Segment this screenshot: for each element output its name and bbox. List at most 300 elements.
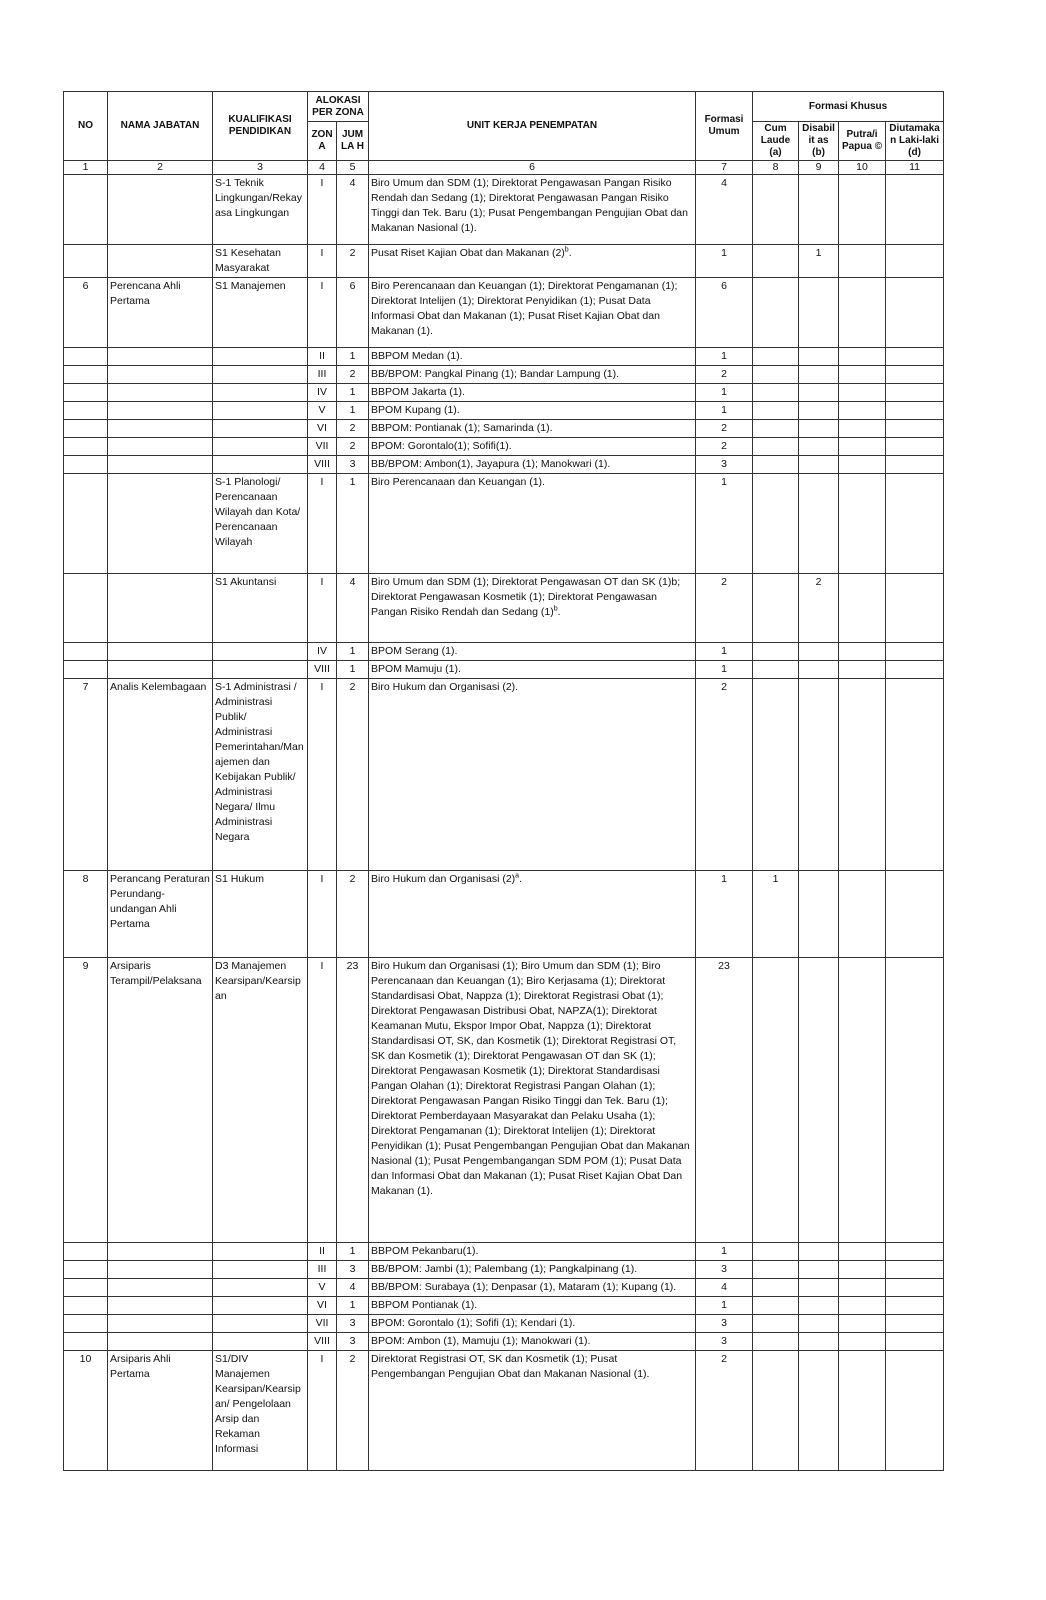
unit-kerja-cell bbox=[369, 474, 696, 574]
formasi-putra-papua-cell bbox=[839, 175, 886, 245]
kualifikasi-pendidikan-cell: S1 Akuntansi bbox=[213, 574, 308, 643]
formasi-umum-cell: 2 bbox=[696, 679, 753, 871]
formasi-umum-cell: 1 bbox=[696, 643, 753, 661]
row-number-cell bbox=[64, 1297, 108, 1315]
formasi-laki-laki-cell bbox=[886, 679, 944, 871]
zona-cell: VI bbox=[308, 1297, 337, 1315]
column-number-row bbox=[64, 161, 944, 175]
footnote-mark: b bbox=[564, 246, 569, 254]
table-row bbox=[64, 1297, 944, 1315]
row-number-cell: 6 bbox=[64, 278, 108, 348]
zona-cell: I bbox=[308, 175, 337, 245]
table-row bbox=[64, 1333, 944, 1351]
formasi-cum-laude-cell bbox=[753, 348, 799, 366]
unit-kerja-cell bbox=[369, 402, 696, 420]
nama-jabatan-cell bbox=[108, 366, 213, 384]
table-row bbox=[64, 574, 944, 643]
column-number: 9 bbox=[799, 161, 839, 175]
unit-kerja-text: Biro Hukum dan Organisasi (2). bbox=[371, 681, 519, 693]
formasi-putra-papua-cell bbox=[839, 278, 886, 348]
formasi-umum-cell: 23 bbox=[696, 958, 753, 1243]
formasi-umum-cell: 1 bbox=[696, 1243, 753, 1261]
nama-jabatan-cell bbox=[108, 1333, 213, 1351]
zona-cell: VIII bbox=[308, 1333, 337, 1351]
column-number: 4 bbox=[308, 161, 337, 175]
zona-cell: I bbox=[308, 679, 337, 871]
table-row bbox=[64, 1279, 944, 1297]
nama-jabatan-cell bbox=[108, 661, 213, 679]
formasi-cum-laude-cell bbox=[753, 456, 799, 474]
jumlah-cell: 1 bbox=[337, 661, 369, 679]
formasi-disabilitas-cell bbox=[799, 958, 839, 1243]
jumlah-cell: 23 bbox=[337, 958, 369, 1243]
formasi-cum-laude-cell bbox=[753, 366, 799, 384]
kualifikasi-pendidikan-cell bbox=[213, 456, 308, 474]
unit-kerja-tail: . bbox=[568, 247, 572, 259]
nama-jabatan-cell bbox=[108, 456, 213, 474]
row-number-cell bbox=[64, 1261, 108, 1279]
formasi-cum-laude-cell bbox=[753, 175, 799, 245]
zona-cell: VI bbox=[308, 420, 337, 438]
formasi-laki-laki-cell bbox=[886, 1315, 944, 1333]
kualifikasi-pendidikan-cell: S1 Kesehatan Masyarakat bbox=[213, 245, 308, 278]
unit-kerja-text: BB/BPOM: Ambon(1), Jayapura (1); Manokwari (1). bbox=[371, 458, 611, 470]
header-alokasi: ALOKASI PER ZONA bbox=[308, 92, 369, 122]
formasi-disabilitas-cell bbox=[799, 1261, 839, 1279]
formasi-putra-papua-cell bbox=[839, 438, 886, 456]
formasi-umum-cell: 1 bbox=[696, 474, 753, 574]
header-disabilitas: Disabilit as (b) bbox=[799, 122, 839, 161]
zona-cell: I bbox=[308, 1351, 337, 1471]
formasi-disabilitas-cell bbox=[799, 474, 839, 574]
formasi-cum-laude-cell bbox=[753, 1351, 799, 1471]
formasi-cum-laude-cell bbox=[753, 1279, 799, 1297]
kualifikasi-pendidikan-cell bbox=[213, 1243, 308, 1261]
column-number: 2 bbox=[108, 161, 213, 175]
header-nama-jabatan: NAMA JABATAN bbox=[108, 92, 213, 161]
formasi-cum-laude-cell bbox=[753, 1315, 799, 1333]
table-row bbox=[64, 456, 944, 474]
formasi-cum-laude-cell bbox=[753, 1333, 799, 1351]
formasi-umum-cell: 1 bbox=[696, 1297, 753, 1315]
nama-jabatan-cell bbox=[108, 438, 213, 456]
formasi-laki-laki-cell bbox=[886, 278, 944, 348]
formasi-putra-papua-cell bbox=[839, 366, 886, 384]
kualifikasi-pendidikan-cell bbox=[213, 348, 308, 366]
formasi-putra-papua-cell bbox=[839, 1261, 886, 1279]
unit-kerja-cell bbox=[369, 1243, 696, 1261]
unit-kerja-text: Biro Hukum dan Organisasi (2) bbox=[371, 873, 516, 885]
formasi-umum-cell: 1 bbox=[696, 245, 753, 278]
formasi-putra-papua-cell bbox=[839, 574, 886, 643]
nama-jabatan-cell bbox=[108, 348, 213, 366]
formasi-putra-papua-cell bbox=[839, 245, 886, 278]
nama-jabatan-cell: Perencana Ahli Pertama bbox=[108, 278, 213, 348]
header-jumlah: JUMLA H bbox=[337, 122, 369, 161]
formasi-disabilitas-cell bbox=[799, 384, 839, 402]
formasi-umum-cell: 6 bbox=[696, 278, 753, 348]
formasi-laki-laki-cell bbox=[886, 871, 944, 958]
formasi-cum-laude-cell bbox=[753, 643, 799, 661]
unit-kerja-cell bbox=[369, 661, 696, 679]
header-formasi-khusus: Formasi Khusus bbox=[753, 92, 944, 122]
jumlah-cell: 3 bbox=[337, 1333, 369, 1351]
formasi-disabilitas-cell bbox=[799, 661, 839, 679]
formasi-umum-cell: 3 bbox=[696, 1261, 753, 1279]
zona-cell: VIII bbox=[308, 661, 337, 679]
column-number: 3 bbox=[213, 161, 308, 175]
formasi-laki-laki-cell bbox=[886, 1243, 944, 1261]
unit-kerja-cell bbox=[369, 278, 696, 348]
unit-kerja-text: Biro Perencanaan dan Keuangan (1); Direktorat Pengamanan (1); Direktorat Intelijen (1); Direktorat Penyidikan (1); Pusat Data Informasi Obat dan Makanan (1); Pusat Riset Kajian Obat dan Makanan (1). bbox=[371, 280, 678, 337]
unit-kerja-text: Biro Umum dan SDM (1); Direktorat Pengawasan OT dan SK (1)b; Direktorat Pengawasan Kosmetik (1); Direktorat Pengawasan Pangan Risiko Rendah dan Sedang (1) bbox=[371, 576, 681, 618]
row-number-cell: 10 bbox=[64, 1351, 108, 1471]
unit-kerja-cell bbox=[369, 574, 696, 643]
unit-kerja-text: Biro Umum dan SDM (1); Direktorat Pengawasan Pangan Risiko Rendah dan Sedang (1); Direktorat Pengawasan Pangan Risiko Tinggi dan Tek. Baru (1); Pusat Pengembangan Pengujian Obat dan Makanan Nasional (1). bbox=[371, 177, 688, 234]
formasi-putra-papua-cell bbox=[839, 871, 886, 958]
formasi-laki-laki-cell bbox=[886, 1333, 944, 1351]
nama-jabatan-cell: Perancang Peraturan Perundang-undangan Ahli Pertama bbox=[108, 871, 213, 958]
kualifikasi-pendidikan-cell bbox=[213, 1261, 308, 1279]
kualifikasi-pendidikan-cell bbox=[213, 384, 308, 402]
header-unit-kerja: UNIT KERJA PENEMPATAN bbox=[369, 92, 696, 161]
formation-table bbox=[63, 91, 944, 1471]
header-putra-papua: Putra/i Papua © bbox=[839, 122, 886, 161]
row-number-cell: 9 bbox=[64, 958, 108, 1243]
formasi-laki-laki-cell bbox=[886, 643, 944, 661]
row-number-cell bbox=[64, 175, 108, 245]
unit-kerja-text: Direktorat Registrasi OT, SK dan Kosmetik (1); Pusat Pengembangan Pengujian Obat dan Makanan Nasional (1). bbox=[371, 1353, 650, 1380]
formasi-cum-laude-cell bbox=[753, 1297, 799, 1315]
jumlah-cell: 2 bbox=[337, 871, 369, 958]
row-number-cell: 7 bbox=[64, 679, 108, 871]
column-number: 5 bbox=[337, 161, 369, 175]
row-number-cell: 8 bbox=[64, 871, 108, 958]
row-number-cell bbox=[64, 643, 108, 661]
unit-kerja-cell bbox=[369, 384, 696, 402]
row-number-cell bbox=[64, 1333, 108, 1351]
unit-kerja-cell bbox=[369, 1279, 696, 1297]
row-number-cell bbox=[64, 1279, 108, 1297]
formasi-putra-papua-cell bbox=[839, 420, 886, 438]
nama-jabatan-cell bbox=[108, 1243, 213, 1261]
formasi-disabilitas-cell bbox=[799, 348, 839, 366]
formasi-cum-laude-cell bbox=[753, 245, 799, 278]
jumlah-cell: 3 bbox=[337, 1315, 369, 1333]
nama-jabatan-cell bbox=[108, 643, 213, 661]
unit-kerja-text: BBPOM Medan (1). bbox=[371, 350, 463, 362]
row-number-cell bbox=[64, 1243, 108, 1261]
footnote-mark: a bbox=[515, 872, 520, 880]
formasi-disabilitas-cell bbox=[799, 456, 839, 474]
formasi-umum-cell: 3 bbox=[696, 1315, 753, 1333]
zona-cell: I bbox=[308, 278, 337, 348]
formasi-umum-cell: 1 bbox=[696, 384, 753, 402]
unit-kerja-text: BB/BPOM: Surabaya (1); Denpasar (1), Mataram (1); Kupang (1). bbox=[371, 1281, 677, 1293]
column-number: 11 bbox=[886, 161, 944, 175]
nama-jabatan-cell bbox=[108, 574, 213, 643]
formasi-laki-laki-cell bbox=[886, 402, 944, 420]
zona-cell: VII bbox=[308, 1315, 337, 1333]
unit-kerja-text: BB/BPOM: Jambi (1); Palembang (1); Pangkalpinang (1). bbox=[371, 1263, 638, 1275]
table-row bbox=[64, 474, 944, 574]
zona-cell: IV bbox=[308, 384, 337, 402]
formasi-putra-papua-cell bbox=[839, 456, 886, 474]
formasi-cum-laude-cell bbox=[753, 1243, 799, 1261]
formasi-cum-laude-cell bbox=[753, 278, 799, 348]
table-row bbox=[64, 661, 944, 679]
jumlah-cell: 1 bbox=[337, 1297, 369, 1315]
table-row bbox=[64, 643, 944, 661]
row-number-cell bbox=[64, 245, 108, 278]
nama-jabatan-cell bbox=[108, 1261, 213, 1279]
formasi-laki-laki-cell bbox=[886, 574, 944, 643]
jumlah-cell: 1 bbox=[337, 1243, 369, 1261]
column-number: 10 bbox=[839, 161, 886, 175]
zona-cell: I bbox=[308, 871, 337, 958]
formasi-putra-papua-cell bbox=[839, 348, 886, 366]
column-number: 8 bbox=[753, 161, 799, 175]
unit-kerja-cell bbox=[369, 1315, 696, 1333]
formasi-disabilitas-cell bbox=[799, 1297, 839, 1315]
kualifikasi-pendidikan-cell: S-1 Planologi/ Perencanaan Wilayah dan Kota/ Perencanaan Wilayah bbox=[213, 474, 308, 574]
column-number: 6 bbox=[369, 161, 696, 175]
jumlah-cell: 3 bbox=[337, 1261, 369, 1279]
formasi-laki-laki-cell bbox=[886, 456, 944, 474]
formasi-laki-laki-cell bbox=[886, 661, 944, 679]
kualifikasi-pendidikan-cell bbox=[213, 1315, 308, 1333]
formasi-cum-laude-cell bbox=[753, 1261, 799, 1279]
unit-kerja-text: BPOM: Ambon (1), Mamuju (1); Manokwari (1). bbox=[371, 1335, 591, 1347]
formasi-cum-laude-cell: 1 bbox=[753, 871, 799, 958]
formasi-disabilitas-cell bbox=[799, 438, 839, 456]
table-row bbox=[64, 278, 944, 348]
formasi-umum-cell: 2 bbox=[696, 1351, 753, 1471]
formasi-disabilitas-cell bbox=[799, 1279, 839, 1297]
row-number-cell bbox=[64, 420, 108, 438]
kualifikasi-pendidikan-cell bbox=[213, 643, 308, 661]
formasi-cum-laude-cell bbox=[753, 420, 799, 438]
column-number: 1 bbox=[64, 161, 108, 175]
unit-kerja-text: BBPOM Pekanbaru(1). bbox=[371, 1245, 479, 1257]
formasi-laki-laki-cell bbox=[886, 1279, 944, 1297]
unit-kerja-cell bbox=[369, 348, 696, 366]
zona-cell: I bbox=[308, 958, 337, 1243]
formasi-disabilitas-cell: 1 bbox=[799, 245, 839, 278]
formasi-disabilitas-cell bbox=[799, 175, 839, 245]
unit-kerja-cell bbox=[369, 366, 696, 384]
table-row bbox=[64, 438, 944, 456]
formasi-umum-cell: 1 bbox=[696, 871, 753, 958]
formasi-disabilitas-cell bbox=[799, 420, 839, 438]
unit-kerja-text: Biro Perencanaan dan Keuangan (1). bbox=[371, 476, 545, 488]
jumlah-cell: 2 bbox=[337, 366, 369, 384]
nama-jabatan-cell bbox=[108, 402, 213, 420]
header-kualifikasi: KUALIFIKASI PENDIDIKAN bbox=[213, 92, 308, 161]
unit-kerja-text: BBPOM: Pontianak (1); Samarinda (1). bbox=[371, 422, 553, 434]
jumlah-cell: 3 bbox=[337, 456, 369, 474]
unit-kerja-cell bbox=[369, 1333, 696, 1351]
kualifikasi-pendidikan-cell: S-1 Teknik Lingkungan/Rekayasa Lingkungan bbox=[213, 175, 308, 245]
formasi-umum-cell: 2 bbox=[696, 366, 753, 384]
row-number-cell bbox=[64, 1315, 108, 1333]
unit-kerja-text: BPOM Serang (1). bbox=[371, 645, 458, 657]
jumlah-cell: 1 bbox=[337, 402, 369, 420]
formasi-disabilitas-cell bbox=[799, 1333, 839, 1351]
row-number-cell bbox=[64, 661, 108, 679]
table-row bbox=[64, 366, 944, 384]
formasi-disabilitas-cell: 2 bbox=[799, 574, 839, 643]
row-number-cell bbox=[64, 402, 108, 420]
unit-kerja-text: BBPOM Pontianak (1). bbox=[371, 1299, 478, 1311]
jumlah-cell: 1 bbox=[337, 348, 369, 366]
kualifikasi-pendidikan-cell: S1 Hukum bbox=[213, 871, 308, 958]
formasi-umum-cell: 2 bbox=[696, 420, 753, 438]
table-row bbox=[64, 245, 944, 278]
unit-kerja-cell bbox=[369, 438, 696, 456]
row-number-cell bbox=[64, 438, 108, 456]
jumlah-cell: 1 bbox=[337, 474, 369, 574]
formasi-putra-papua-cell bbox=[839, 679, 886, 871]
kualifikasi-pendidikan-cell bbox=[213, 1333, 308, 1351]
formasi-laki-laki-cell bbox=[886, 1297, 944, 1315]
kualifikasi-pendidikan-cell bbox=[213, 661, 308, 679]
formasi-cum-laude-cell bbox=[753, 384, 799, 402]
header-no: NO bbox=[64, 92, 108, 161]
formasi-laki-laki-cell bbox=[886, 474, 944, 574]
unit-kerja-cell bbox=[369, 871, 696, 958]
formasi-laki-laki-cell bbox=[886, 245, 944, 278]
unit-kerja-tail: . bbox=[557, 606, 561, 618]
header-formasi-umum: Formasi Umum bbox=[696, 92, 753, 161]
formasi-cum-laude-cell bbox=[753, 574, 799, 643]
table-row bbox=[64, 1351, 944, 1471]
kualifikasi-pendidikan-cell bbox=[213, 1279, 308, 1297]
formasi-umum-cell: 4 bbox=[696, 175, 753, 245]
zona-cell: III bbox=[308, 366, 337, 384]
formasi-putra-papua-cell bbox=[839, 1279, 886, 1297]
formasi-cum-laude-cell bbox=[753, 402, 799, 420]
zona-cell: V bbox=[308, 1279, 337, 1297]
zona-cell: II bbox=[308, 1243, 337, 1261]
kualifikasi-pendidikan-cell bbox=[213, 402, 308, 420]
formasi-laki-laki-cell bbox=[886, 420, 944, 438]
unit-kerja-cell bbox=[369, 245, 696, 278]
unit-kerja-cell bbox=[369, 958, 696, 1243]
formasi-disabilitas-cell bbox=[799, 1315, 839, 1333]
unit-kerja-cell bbox=[369, 1261, 696, 1279]
unit-kerja-text: BB/BPOM: Pangkal Pinang (1); Bandar Lampung (1). bbox=[371, 368, 620, 380]
row-number-cell bbox=[64, 456, 108, 474]
unit-kerja-cell bbox=[369, 1351, 696, 1471]
formasi-putra-papua-cell bbox=[839, 1297, 886, 1315]
unit-kerja-cell bbox=[369, 456, 696, 474]
jumlah-cell: 2 bbox=[337, 679, 369, 871]
unit-kerja-text: Biro Hukum dan Organisasi (1); Biro Umum dan SDM (1); Biro Perencanaan dan Keuangan (1); Biro Kerjasama (1); Direktorat Standardisasi Obat, Nappza (1); Direktorat Registrasi Obat (1); Direktorat Pengawasan Distribusi Obat, NAPZA(1); Direktorat Keamanan Mutu, Ekspor Impor Obat, Nappza (1); Direktorat Standardisasi OT, SK, dan Kosmetik (1); Direktorat Registrasi OT, SK dan Kosmetik (1); Direktorat Pengawasan OT dan SK (1); Direktorat Pengawasan Kosmetik (1); Direktorat Standardisasi Pangan Olahan (1); Direktorat Registrasi Pangan Olahan (1); Direktorat Pengawasan Pangan Risiko Tinggi dan Tek. Baru (1); Direktorat Pemberdayaan Masyarakat dan Pelaku Usaha (1); Direktorat Pengamanan (1); Direktorat Intelijen (1); Direktorat Penyidikan (1); Pusat Pengembangan Pengujian Obat dan Makanan Nasional (1); Pusat Pengembangangan SDM POM (1); Pusat Data dan Informasi Obat dan Makanan (1); Pusat Riset Kajian Obat Dan Makanan (1). bbox=[371, 960, 690, 1197]
formasi-laki-laki-cell bbox=[886, 175, 944, 245]
nama-jabatan-cell bbox=[108, 474, 213, 574]
column-number: 7 bbox=[696, 161, 753, 175]
jumlah-cell: 6 bbox=[337, 278, 369, 348]
zona-cell: V bbox=[308, 402, 337, 420]
formasi-laki-laki-cell bbox=[886, 958, 944, 1243]
formasi-cum-laude-cell bbox=[753, 474, 799, 574]
formasi-laki-laki-cell bbox=[886, 1351, 944, 1471]
formasi-umum-cell: 1 bbox=[696, 348, 753, 366]
formasi-putra-papua-cell bbox=[839, 1351, 886, 1471]
formasi-cum-laude-cell bbox=[753, 438, 799, 456]
formasi-umum-cell: 2 bbox=[696, 574, 753, 643]
zona-cell: II bbox=[308, 348, 337, 366]
row-number-cell bbox=[64, 574, 108, 643]
unit-kerja-tail: . bbox=[519, 873, 522, 885]
table-row bbox=[64, 175, 944, 245]
nama-jabatan-cell bbox=[108, 1279, 213, 1297]
formasi-umum-cell: 3 bbox=[696, 1333, 753, 1351]
unit-kerja-cell bbox=[369, 1297, 696, 1315]
row-number-cell bbox=[64, 366, 108, 384]
kualifikasi-pendidikan-cell: S-1 Administrasi / Administrasi Publik/ Administrasi Pemerintahan/Manajemen dan Kebijakan Publik/ Administrasi Negara/ Ilmu Administrasi Negara bbox=[213, 679, 308, 871]
zona-cell: VII bbox=[308, 438, 337, 456]
formasi-cum-laude-cell bbox=[753, 958, 799, 1243]
nama-jabatan-cell bbox=[108, 384, 213, 402]
jumlah-cell: 1 bbox=[337, 384, 369, 402]
unit-kerja-text: BPOM: Gorontalo(1); Sofifi(1). bbox=[371, 440, 512, 452]
nama-jabatan-cell bbox=[108, 175, 213, 245]
formasi-disabilitas-cell bbox=[799, 402, 839, 420]
formasi-disabilitas-cell bbox=[799, 871, 839, 958]
formasi-cum-laude-cell bbox=[753, 661, 799, 679]
formasi-putra-papua-cell bbox=[839, 1333, 886, 1351]
formasi-laki-laki-cell bbox=[886, 1261, 944, 1279]
jumlah-cell: 1 bbox=[337, 643, 369, 661]
nama-jabatan-cell bbox=[108, 1297, 213, 1315]
kualifikasi-pendidikan-cell bbox=[213, 1297, 308, 1315]
jumlah-cell: 2 bbox=[337, 1351, 369, 1471]
unit-kerja-text: Pusat Riset Kajian Obat dan Makanan (2) bbox=[371, 247, 565, 259]
kualifikasi-pendidikan-cell: S1 Manajemen bbox=[213, 278, 308, 348]
formasi-umum-cell: 4 bbox=[696, 1279, 753, 1297]
header-zona: ZONA bbox=[308, 122, 337, 161]
formasi-disabilitas-cell bbox=[799, 278, 839, 348]
row-number-cell bbox=[64, 384, 108, 402]
zona-cell: IV bbox=[308, 643, 337, 661]
table-row bbox=[64, 1315, 944, 1333]
unit-kerja-text: BPOM Mamuju (1). bbox=[371, 663, 461, 675]
unit-kerja-text: BPOM Kupang (1). bbox=[371, 404, 460, 416]
jumlah-cell: 4 bbox=[337, 1279, 369, 1297]
formasi-disabilitas-cell bbox=[799, 643, 839, 661]
formasi-putra-papua-cell bbox=[839, 958, 886, 1243]
formasi-laki-laki-cell bbox=[886, 366, 944, 384]
formasi-umum-cell: 3 bbox=[696, 456, 753, 474]
table-row bbox=[64, 871, 944, 958]
formasi-putra-papua-cell bbox=[839, 402, 886, 420]
kualifikasi-pendidikan-cell bbox=[213, 438, 308, 456]
formasi-putra-papua-cell bbox=[839, 384, 886, 402]
row-number-cell bbox=[64, 348, 108, 366]
kualifikasi-pendidikan-cell: S1/DIV Manajemen Kearsipan/Kearsipan/ Pengelolaan Arsip dan Rekaman Informasi bbox=[213, 1351, 308, 1471]
nama-jabatan-cell bbox=[108, 1315, 213, 1333]
formasi-laki-laki-cell bbox=[886, 348, 944, 366]
unit-kerja-cell bbox=[369, 420, 696, 438]
formasi-putra-papua-cell bbox=[839, 643, 886, 661]
jumlah-cell: 4 bbox=[337, 574, 369, 643]
row-number-cell bbox=[64, 474, 108, 574]
unit-kerja-cell bbox=[369, 643, 696, 661]
footnote-mark: b bbox=[553, 605, 558, 613]
zona-cell: I bbox=[308, 574, 337, 643]
